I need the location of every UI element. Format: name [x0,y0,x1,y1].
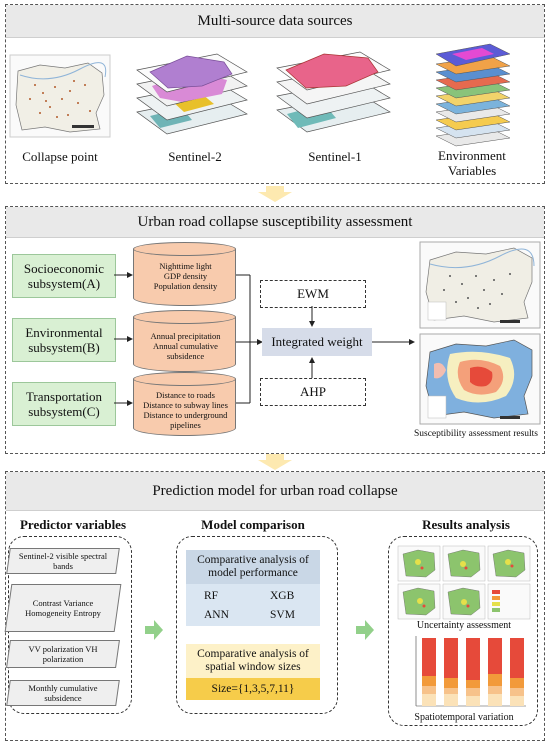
green-arrow-1 [145,620,163,640]
label-sentinel-1: Sentinel-1 [308,149,362,164]
factor-nighttime-light: Nighttime light [159,261,212,271]
cylinder-transportation [133,372,236,434]
window-size-title: Comparative analysis of spatial window sizes [186,644,320,678]
ahp-box: AHP [260,378,366,406]
weight-arrows [300,306,420,378]
factor-population-density: Population density [153,281,218,291]
predictor-subsidence: Monthly cumulative subsidence [6,680,120,706]
model-performance-title: Comparative analysis of model performance [186,550,320,584]
ewm-box: EWM [260,280,366,308]
data-sources-title: Multi-source data sources [6,5,544,38]
green-arrow-2 [356,620,374,640]
integrated-weight-box: Integrated weight [262,328,372,356]
label-sentinel-2: Sentinel-2 [168,149,222,164]
susceptibility-map-zones [420,334,540,424]
model-ann: ANN [204,609,229,621]
predictor-variables-title: Predictor variables [19,517,127,532]
label-environment-variables: Environment Variables [438,148,506,178]
spatiotemporal-caption: Spatiotemporal variation [414,711,514,723]
predictor-sentinel2-bands: Sentinel-2 visible spectral bands [6,548,120,574]
model-xgb: XGB [270,590,295,602]
model-comparison-title: Model comparison [201,517,305,532]
model-rf: RF [204,590,219,602]
susceptibility-results-caption: Susceptibility assessment results [413,429,539,439]
results-analysis-title: Results analysis [422,517,510,532]
subsystem-arrows [114,270,134,410]
predictor-texture: Contrast Variance Homogeneity Entropy [5,584,122,632]
subsystem-socioeconomic: Socioeconomic subsystem(A) [12,254,116,298]
environment-variables-stack [432,40,514,148]
prediction-title: Prediction model for urban road collapse [6,472,544,511]
cylinder-environmental [133,310,236,370]
cylinder-socioeconomic [133,242,236,304]
factor-annual-cumulative-subsidence: Annual cumulative subsidence [153,341,218,361]
factor-distance-to-pipelines: Distance to underground pipelines [143,410,228,430]
factor-gdp-density: GDP density [163,271,208,281]
factor-distance-to-subway: Distance to subway lines [143,400,228,410]
factor-distance-to-roads: Distance to roads [155,390,215,400]
subsystem-transportation: Transportation subsystem(C) [12,382,116,426]
down-arrow-2 [258,454,292,470]
uncertainty-caption: Uncertainty assessment [416,619,512,631]
susceptibility-title: Urban road collapse susceptibility assessment [6,207,544,238]
model-svm: SVM [270,609,295,621]
sentinel2-stack [132,46,252,142]
model-list [186,584,320,626]
spatiotemporal-bar-chart [404,634,528,710]
collapse-point-map [10,55,110,137]
window-size-values: Size={1,3,5,7,11} [186,678,320,700]
factor-annual-precipitation: Annual precipitation [150,331,221,341]
subsystem-environmental: Environmental subsystem(B) [12,318,116,362]
down-arrow-1 [258,186,292,202]
uncertainty-maps [398,546,530,620]
label-collapse-point: Collapse point [22,149,98,164]
predictor-polarization: VV polarization VH polarization [6,640,120,668]
sentinel1-stack [272,44,396,140]
susceptibility-map-points [420,242,540,328]
